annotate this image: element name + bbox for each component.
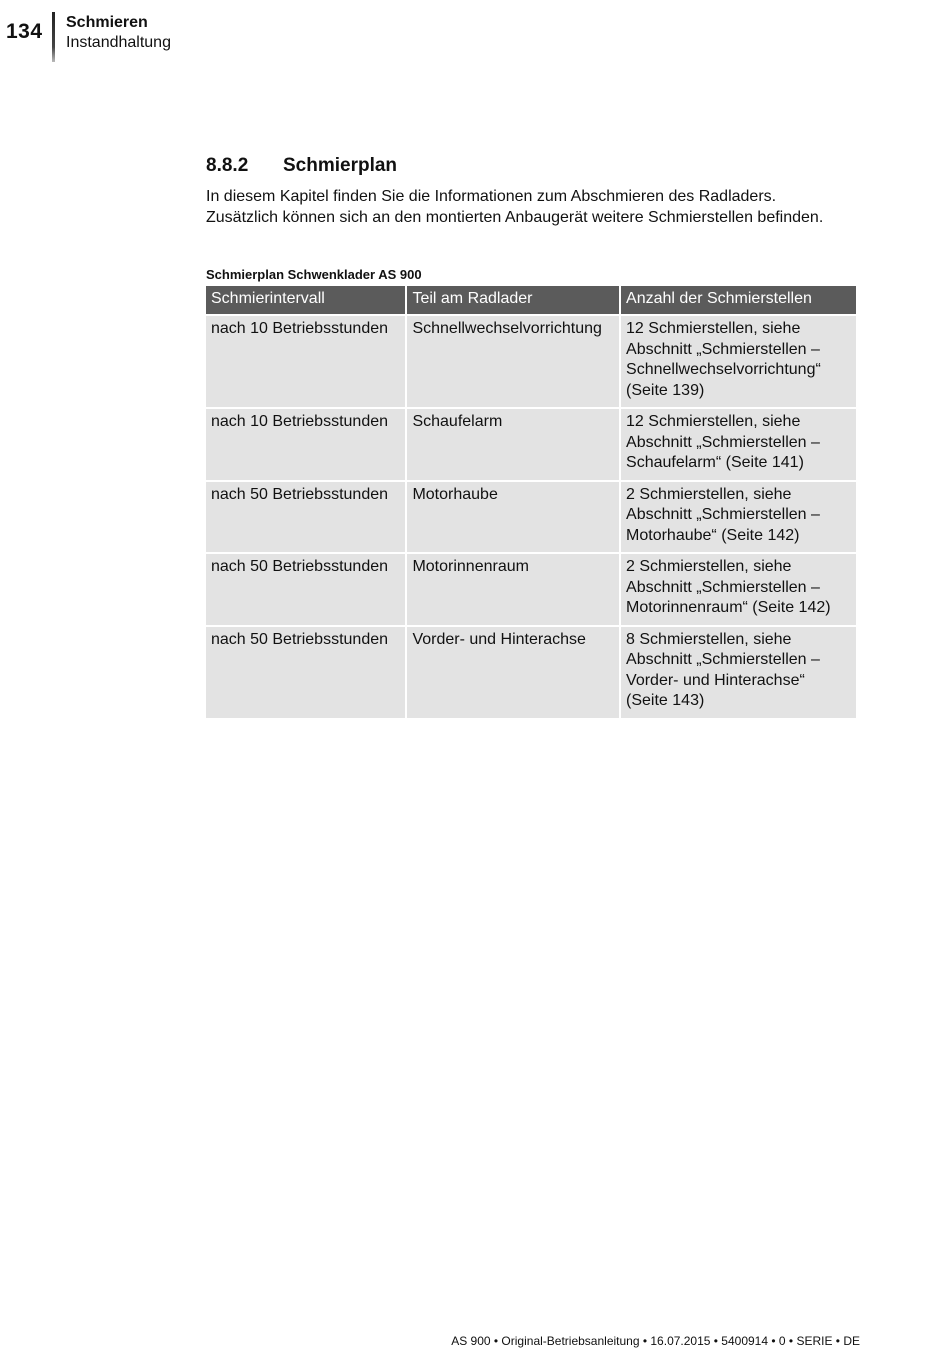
interval-cell: nach 10 Betriebsstunden bbox=[206, 316, 405, 407]
interval-cell: nach 10 Betriebsstunden bbox=[206, 409, 405, 480]
interval-cell: nach 50 Betriebsstunden bbox=[206, 554, 405, 625]
column-header-count: Anzahl der Schmierstellen bbox=[621, 286, 856, 314]
chapter-title: Schmieren bbox=[66, 14, 148, 31]
column-header-interval: Schmierintervall bbox=[206, 286, 405, 314]
header-divider bbox=[52, 12, 55, 62]
section-number: 8.8.2 bbox=[206, 155, 249, 176]
table-row bbox=[206, 554, 856, 625]
table-row bbox=[206, 482, 856, 553]
running-header bbox=[66, 13, 171, 53]
page-footer: AS 900 • Original-Betriebsanleitung • 16.07.2015 • 5400914 • 0 • SERIE • DE bbox=[451, 1334, 860, 1348]
part-cell: Motorinnenraum bbox=[407, 554, 619, 625]
subchapter-title: Instandhaltung bbox=[66, 34, 171, 51]
count-cell: 12 Schmierstellen, siehe Abschnitt „Schmierstellen – Schnellwechselvorrichtung“ (Seite 139) bbox=[621, 316, 856, 407]
table-row bbox=[206, 316, 856, 407]
table-header-row bbox=[206, 286, 856, 314]
column-header-part: Teil am Radlader bbox=[407, 286, 619, 314]
part-cell: Schnellwechselvorrichtung bbox=[407, 316, 619, 407]
page-number: 134 bbox=[6, 20, 43, 43]
table-caption: Schmierplan Schwenklader AS 900 bbox=[206, 267, 422, 282]
lubrication-table bbox=[204, 284, 858, 720]
interval-cell: nach 50 Betriebsstunden bbox=[206, 482, 405, 553]
section-heading bbox=[206, 155, 397, 177]
intro-paragraph: In diesem Kapitel finden Sie die Informationen zum Abschmieren des Radladers. Zusätzlich können sich an den montierten Anbaugerät weitere Schmierstellen befinden. bbox=[206, 188, 824, 226]
count-cell: 8 Schmierstellen, siehe Abschnitt „Schmierstellen – Vorder- und Hinterachse“ (Seite 143) bbox=[621, 627, 856, 718]
part-cell: Schaufelarm bbox=[407, 409, 619, 480]
table-row bbox=[206, 409, 856, 480]
table-row bbox=[206, 627, 856, 718]
part-cell: Vorder- und Hinterachse bbox=[407, 627, 619, 718]
count-cell: 2 Schmierstellen, siehe Abschnitt „Schmierstellen – Motorhaube“ (Seite 142) bbox=[621, 482, 856, 553]
section-title: Schmierplan bbox=[283, 155, 398, 176]
count-cell: 12 Schmierstellen, siehe Abschnitt „Schmierstellen – Schaufelarm“ (Seite 141) bbox=[621, 409, 856, 480]
interval-cell: nach 50 Betriebsstunden bbox=[206, 627, 405, 718]
part-cell: Motorhaube bbox=[407, 482, 619, 553]
count-cell: 2 Schmierstellen, siehe Abschnitt „Schmierstellen – Motorinnenraum“ (Seite 142) bbox=[621, 554, 856, 625]
